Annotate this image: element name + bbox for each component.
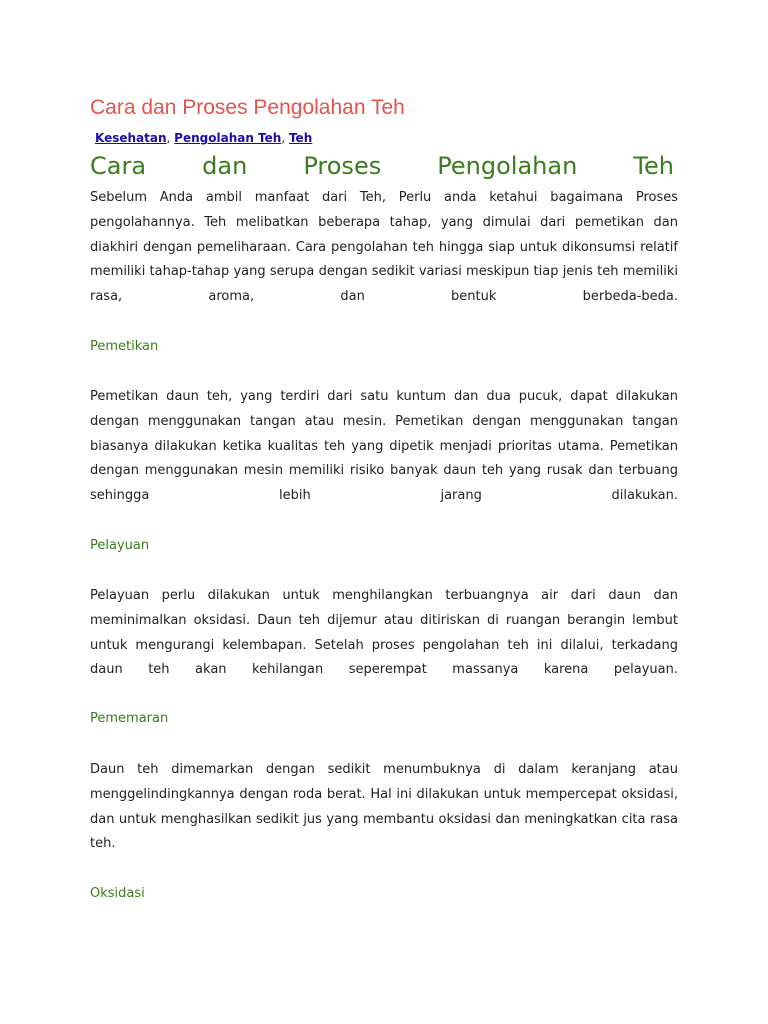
tag-list <box>95 131 312 145</box>
section-body-pemetikan: Pemetikan daun teh, yang terdiri dari satu kuntum dan dua pucuk, dapat dilakukan dengan menggunakan tangan atau mesin. Pemetikan dengan menggunakan tangan biasanya dilakukan ketika kualitas teh yang dipetik menjadi prioritas utama. Pemetikan dengan menggunakan mesin memiliki risiko banyak daun teh yang rusak dan terbuang sehingga lebih jarang dilakukan. <box>90 389 678 504</box>
tag-separator: , <box>281 131 289 145</box>
tag-link-pengolahan-teh[interactable]: Pengolahan Teh <box>174 131 282 145</box>
tag-link-kesehatan[interactable]: Kesehatan <box>95 131 167 145</box>
heading-word: Cara <box>90 152 147 180</box>
heading-word: Pengolahan <box>437 152 578 180</box>
heading-word: dan <box>202 152 248 180</box>
tag-link-teh[interactable]: Teh <box>288 131 313 145</box>
heading-word: Teh <box>633 152 674 180</box>
section-heading-pelayuan: Pelayuan <box>90 538 150 553</box>
heading-word: Proses <box>303 152 382 180</box>
section-body-pelayuan: Pelayuan perlu dilakukan untuk menghilangkan terbuangnya air dari daun dan meminimalkan oksidasi. Daun teh dijemur atau ditiriskan di ruangan berangin lembut untuk mengurangi kelembapan. Setelah proses pengolahan teh ini dilalui, terkadang daun teh akan kehilangan seperempat massanya karena pelayuan. <box>90 588 678 678</box>
intro-paragraph: Sebelum Anda ambil manfaat dari Teh, Perlu anda ketahui bagaimana Proses pengolahannya. Teh melibatkan beberapa tahap, yang dimulai dari pemetikan dan diakhiri dengan pemeliharaan. Cara pengolahan teh hingga siap untuk dikonsumsi relatif memiliki tahap-tahap yang serupa dengan sedikit variasi meskipun tiap jenis teh memiliki rasa, aroma, dan bentuk berbeda-beda. <box>90 190 678 305</box>
tag-separator: , <box>166 131 175 145</box>
section-heading-pemetikan: Pemetikan <box>90 339 159 354</box>
article-title: Cara dan Proses Pengolahan Teh <box>90 96 405 119</box>
section-heading-pememaran: Pememaran <box>90 711 169 726</box>
section-heading-oksidasi: Oksidasi <box>90 886 145 901</box>
section-body-pememaran: Daun teh dimemarkan dengan sedikit menumbuknya di dalam keranjang atau menggelindingkannya dengan roda berat. Hal ini dilakukan untuk mempercepat oksidasi, dan untuk menghasilkan sedikit jus yang membantu oksidasi dan meningkatkan cita rasa teh. <box>90 762 678 852</box>
article-heading <box>90 152 674 180</box>
